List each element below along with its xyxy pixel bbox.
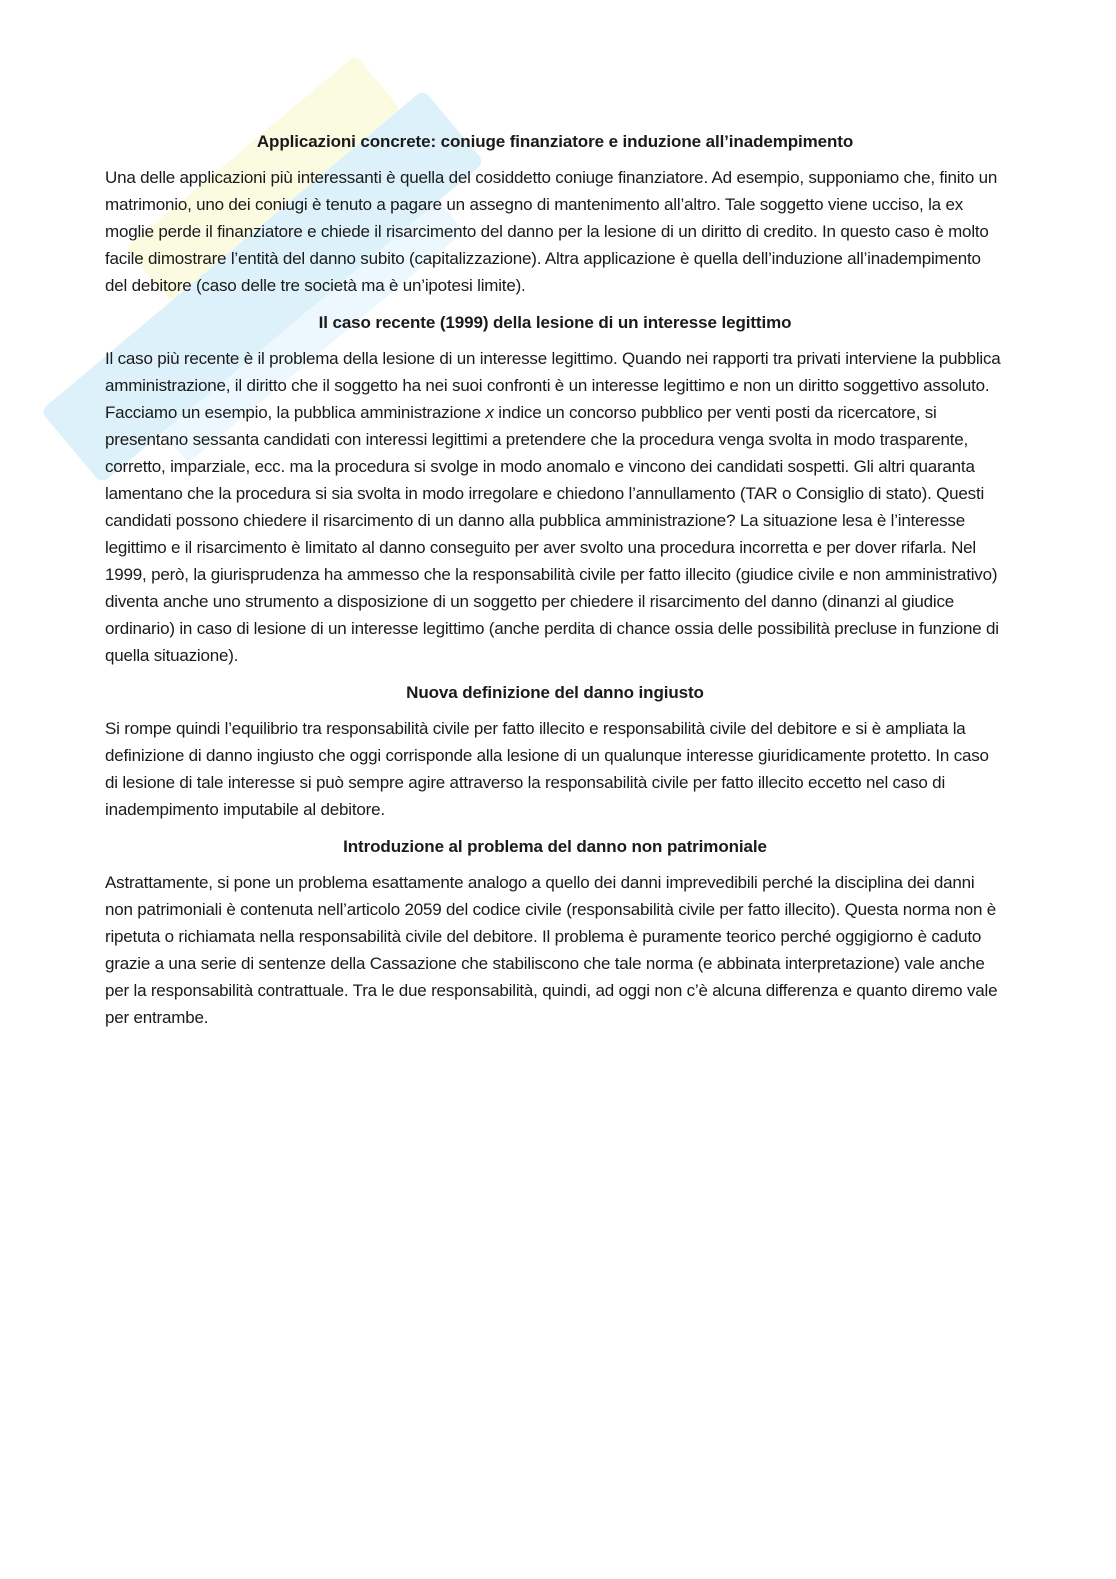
section-paragraph: Una delle applicazioni più interessanti è quella del cosiddetto coniuge finanziatore. Ad esempio, supponiamo che, finito un matrimonio, uno dei coniugi è tenuto a pagare un assegno di mantenimento all’altro. Tale soggetto viene ucciso, la ex moglie perde il finanziatore e chiede il risarcimento del danno per la lesione di un diritto di credito. In questo caso è molto facile dimostrare l’entità del danno subito (capitalizzazione). Altra applicazione è quella dell’induzione all’inadempimento del debitore (caso delle tre società ma è un’ipotesi limite). xyxy=(105,168,998,295)
section-coniuge-finanziatore xyxy=(105,128,1005,299)
document-page xyxy=(105,128,1005,1041)
section-paragraph xyxy=(105,345,1005,669)
paragraph-text: Il caso più recente è il problema della lesione di un interesse legittimo. Quando nei rapporti tra privati interviene la pubblica amministrazione, il diritto che il soggetto ha nei suoi confronti è un interesse legittimo e non un diritto soggettivo assoluto. Facciamo un esempio, la pubblica amministrazione xyxy=(105,349,1001,422)
section-danno-ingiusto xyxy=(105,679,1005,823)
section-paragraph: Astrattamente, si pone un problema esattamente analogo a quello dei danni imprevedibili perché la disciplina dei danni non patrimoniali è contenuta nell’articolo 2059 del codice civile (responsabilità civile per fatto illecito). Questa norma non è ripetuta o richiamata nella responsabilità civile del debitore. Il problema è puramente teorico perché oggigiorno è caduto grazie a una serie di sentenze della Cassazione che stabiliscono che tale norma (e abbinata interpretazione) vale anche per la responsabilità contrattuale. Tra le due responsabilità, quindi, ad oggi non c’è alcuna differenza e quanto diremo vale per entrambe. xyxy=(105,873,998,1027)
section-heading: Nuova definizione del danno ingiusto xyxy=(406,683,704,702)
section-heading: Introduzione al problema del danno non patrimoniale xyxy=(343,837,767,856)
paragraph-text: indice un concorso pubblico per venti posti da ricercatore, si presentano sessanta candidati con interessi legittimi a pretendere che la procedura venga svolta in modo trasparente, corretto, imparziale, ecc. ma la procedura si svolge in modo anomalo e vincono dei candidati sospetti. Gli altri quaranta lamentano che la procedura si sia svolta in modo irregolare e chiedono l’annullamento (TAR o Consiglio di stato). Questi candidati possono chiedere il risarcimento di un danno alla pubblica amministrazione? La situazione lesa è l’interesse legittimo e il risarcimento è limitato al danno conseguito per aver svolto una procedura incorretta e per dover rifarla. Nel 1999, però, la giurisprudenza ha ammesso che la responsabilità civile per fatto illecito (giudice civile e non amministrativo) diventa anche uno strumento a disposizione di un soggetto per chiedere il risarcimento del danno (dinanzi al giudice ordinario) in caso di lesione di un interesse legittimo (anche perdita di chance ossia delle possibilità precluse in funzione di quella situazione). xyxy=(105,403,999,665)
section-danno-non-patrimoniale xyxy=(105,833,1005,1031)
section-heading: Applicazioni concrete: coniuge finanziatore e induzione all’inadempimento xyxy=(256,132,854,151)
italic-variable: x xyxy=(485,403,494,422)
section-interesse-legittimo xyxy=(105,309,1005,669)
section-heading: Il caso recente (1999) della lesione di un interesse legittimo xyxy=(318,313,792,332)
section-paragraph: Si rompe quindi l’equilibrio tra responsabilità civile per fatto illecito e responsabilità civile del debitore e si è ampliata la definizione di danno ingiusto che oggi corrisponde alla lesione di un qualunque interesse giuridicamente protetto. In caso di lesione di tale interesse si può sempre agire attraverso la responsabilità civile per fatto illecito eccetto nel caso di inadempimento imputabile al debitore. xyxy=(105,719,989,819)
